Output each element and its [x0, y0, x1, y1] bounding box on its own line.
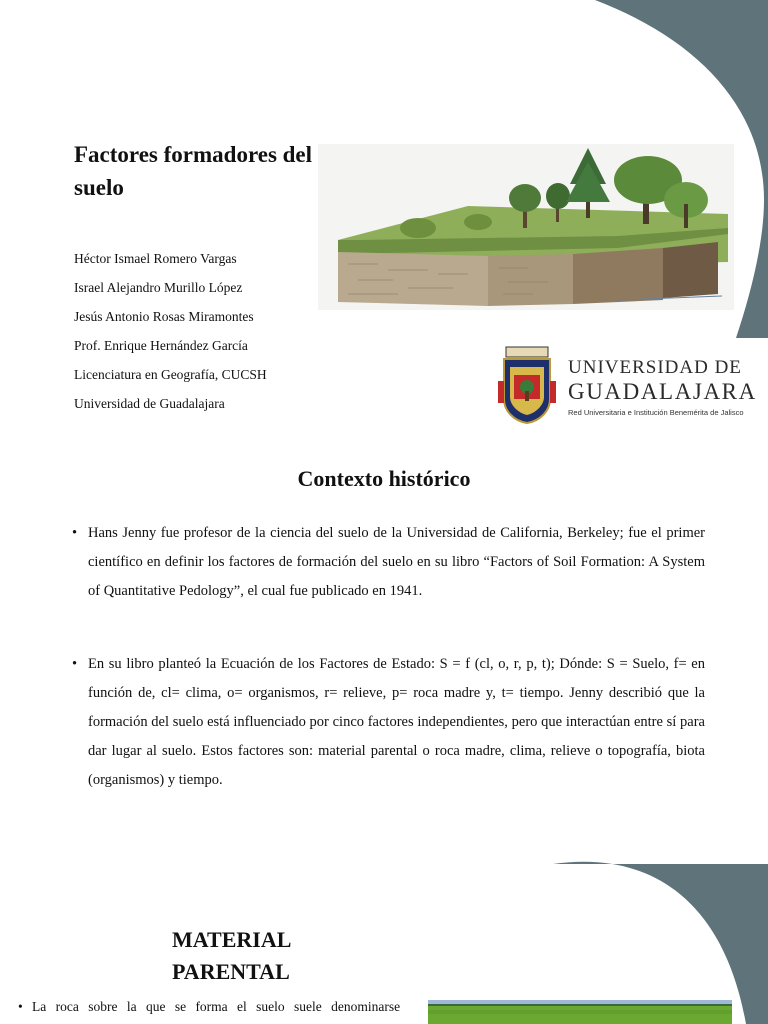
university-logo: [496, 345, 758, 425]
author-line: Héctor Ismael Romero Vargas: [74, 251, 237, 266]
university-line: Universidad de Guadalajara: [74, 396, 225, 411]
bullet-paragraph: • En su libro planteó la Ecuación de los Factores de Estado: S = f (cl, o, r, p, t); Dónde: S = Suelo, f= en función de, cl= clima, o= organismos, r= relieve, p= roca madre y, t= tiempo. Jenny describió que la formación del suelo está influenciado por cinco factores independientes, pero que interactúan entre sí para dar lugar al suelo. Estos factores son: material parental o roca madre, clima, relieve o topografía, biota (organismos) y tiempo.: [88, 650, 705, 795]
professor-line: Prof. Enrique Hernández García: [74, 338, 248, 353]
slide3-title: MATERIAL PARENTAL: [172, 927, 291, 984]
slide2-title: Contexto histórico: [297, 466, 471, 491]
slide1-title: Factores formadores del suelo: [74, 142, 313, 200]
logo-tagline: Red Universitaria e Institución Benemérita de Jalisco: [568, 408, 744, 417]
logo-line2: GUADALAJARA: [568, 379, 757, 404]
bullet-paragraph: • Hans Jenny fue profesor de la ciencia del suelo de la Universidad de California, Berkeley; fue el primer científico en definir los factores de formación del suelo en su libro “Factors of Soil Formation: A System of Quantitative Pedology”, el cual fue publicado en 1941.: [88, 519, 705, 606]
university-crest-icon: [496, 345, 558, 425]
field-photo: [428, 1000, 732, 1024]
program-line: Licenciatura en Geografía, CUCSH: [74, 367, 267, 382]
author-list: [74, 244, 267, 418]
logo-line1: UNIVERSIDAD DE: [568, 357, 742, 378]
author-line: Jesús Antonio Rosas Miramontes: [74, 309, 254, 324]
bullet-paragraph: • La roca sobre la que se forma el suelo suele denominarse: [32, 996, 409, 1018]
soil-profile-illustration: [318, 144, 734, 310]
author-line: Israel Alejandro Murillo López: [74, 280, 243, 295]
